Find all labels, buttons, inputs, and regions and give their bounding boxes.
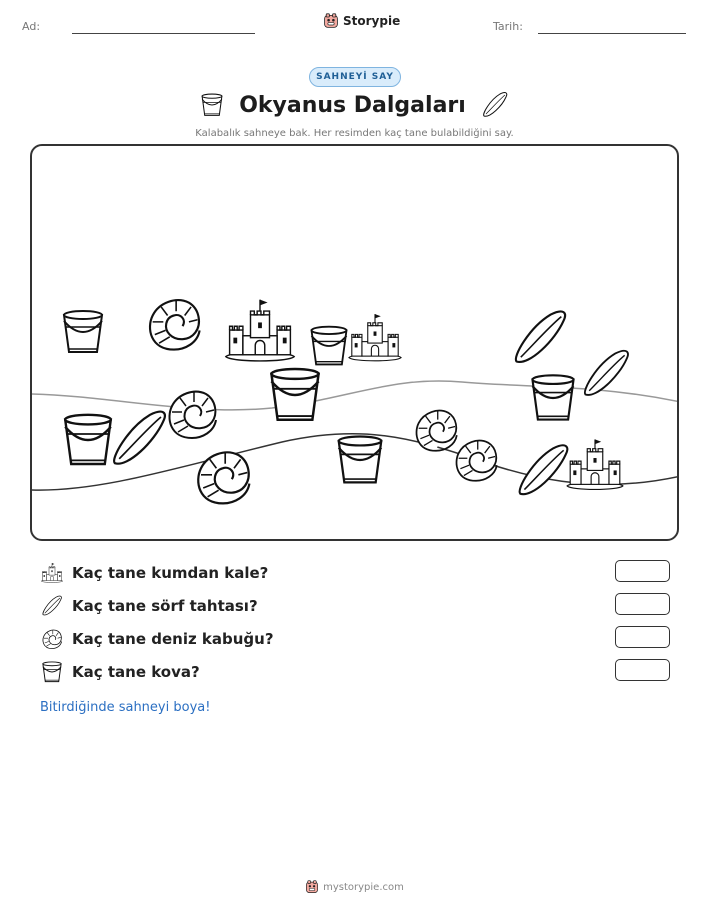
question-seashells — [40, 626, 670, 652]
surfboard-icon — [480, 90, 510, 120]
brand-logo — [323, 13, 400, 29]
seashell-icon — [40, 627, 64, 651]
mascot-icon — [305, 880, 319, 894]
bucket-icon — [312, 327, 347, 365]
seashell-icon — [416, 411, 456, 451]
seashell-icon — [456, 441, 496, 481]
sandcastle-icon — [567, 439, 623, 489]
sandcastle-icon — [226, 300, 294, 361]
name-line[interactable] — [72, 33, 255, 34]
bucket-icon — [339, 436, 382, 482]
question-text: Kaç tane sörf tahtası? — [72, 597, 258, 615]
sandcastle-icon — [349, 314, 401, 361]
surfboard-icon — [516, 311, 565, 361]
brand-name: Storypie — [343, 14, 401, 28]
bucket-icon — [40, 660, 64, 684]
question-text: Kaç tane deniz kabuğu? — [72, 630, 274, 648]
question-surfboards — [40, 593, 670, 619]
name-label: Ad: — [22, 20, 41, 33]
surfboard-icon — [520, 445, 568, 494]
date-line[interactable] — [538, 33, 686, 34]
counting-scene — [30, 144, 679, 541]
surfboard-icon — [585, 351, 628, 395]
answer-box-seashells[interactable] — [615, 626, 670, 648]
page-title: Okyanus Dalgaları — [239, 92, 466, 118]
date-label: Tarih: — [493, 20, 523, 33]
bucket-icon — [532, 375, 573, 419]
coloring-note: Bitirdiğinde sahneyi boya! — [40, 700, 211, 715]
sandcastle-icon — [40, 561, 64, 585]
bucket-icon — [199, 92, 225, 118]
site-url[interactable]: mystorypie.com — [323, 881, 404, 893]
answer-box-buckets[interactable] — [615, 659, 670, 681]
seashell-icon — [169, 392, 216, 438]
answer-box-surfboards[interactable] — [615, 593, 670, 615]
seashell-icon — [150, 300, 200, 349]
question-text: Kaç tane kova? — [72, 663, 200, 681]
mascot-icon — [323, 13, 339, 29]
wave-line-upper — [32, 381, 679, 410]
surfboard-icon — [40, 594, 64, 618]
activity-badge: SAHNEYİ SAY — [309, 67, 401, 87]
question-text: Kaç tane kumdan kale? — [72, 564, 269, 582]
bucket-icon — [271, 369, 318, 420]
answer-box-sandcastles[interactable] — [615, 560, 670, 582]
title-row — [0, 90, 709, 120]
site-footer — [0, 880, 709, 894]
instructions: Kalabalık sahneye bak. Her resimden kaç tane bulabildiğini say. — [195, 128, 514, 139]
seashell-icon — [198, 452, 249, 503]
question-sandcastles — [40, 560, 670, 586]
surfboard-icon — [114, 412, 165, 464]
bucket-icon — [64, 311, 102, 352]
bucket-icon — [65, 415, 111, 464]
question-buckets — [40, 659, 670, 685]
